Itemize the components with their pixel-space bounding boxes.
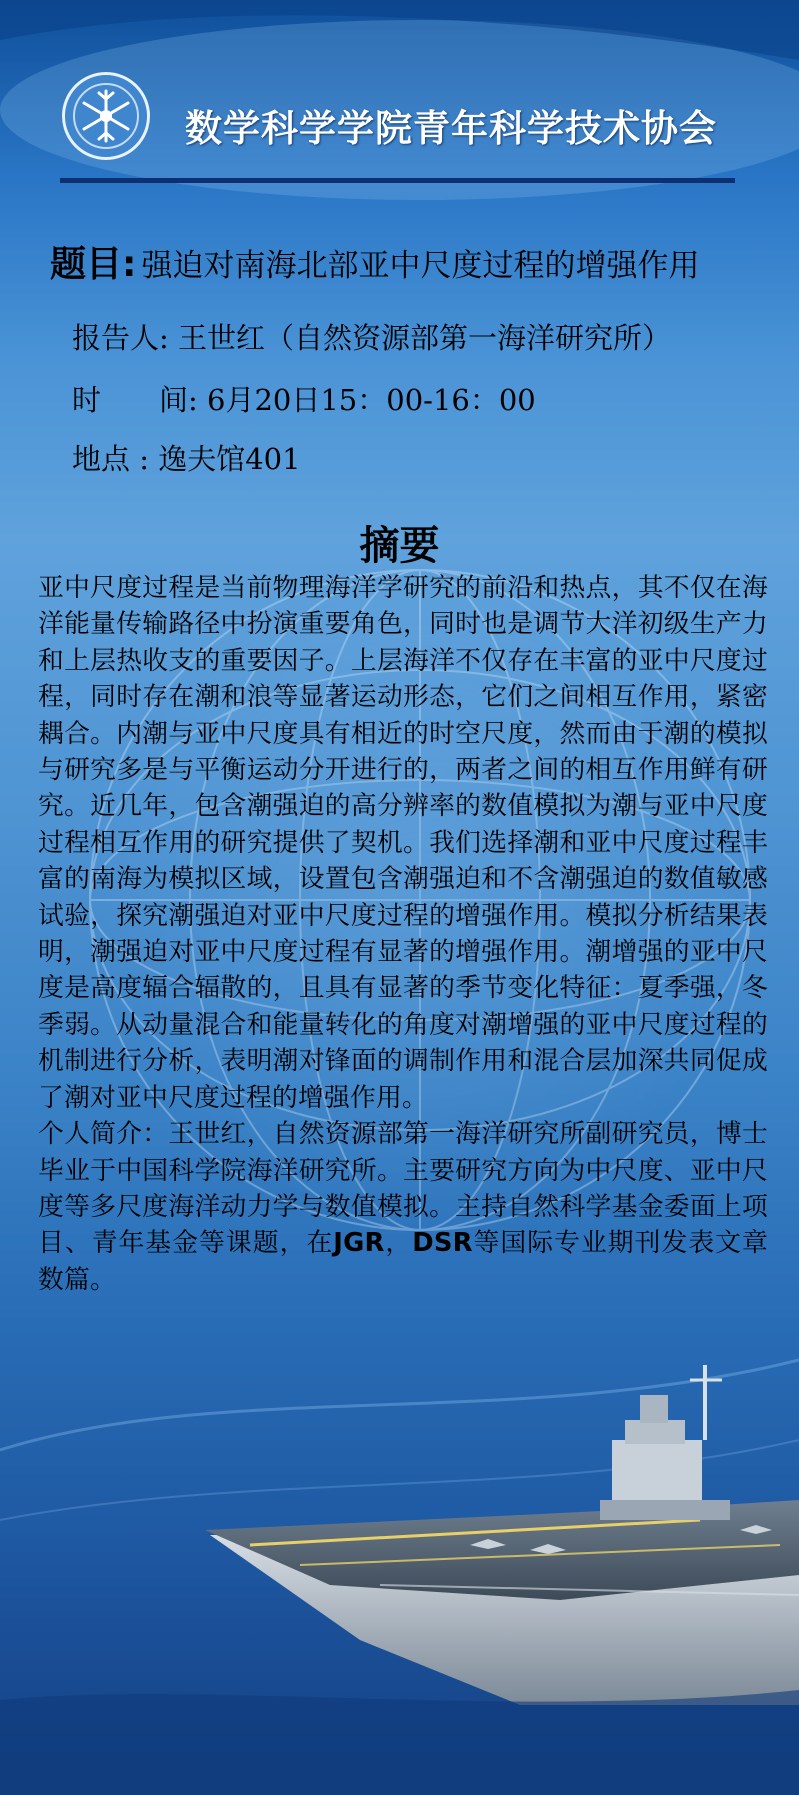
snowflake-emblem-icon (62, 72, 150, 160)
bio-separator: ， (384, 1228, 413, 1259)
bio-text: 个人简介：王世红，自然资源部第一海洋研究所副研究员，博士毕业于中国科学院海洋研究所。主要研究方向为中尺度、亚中尺度等多尺度海洋动力学与数值模拟。主持自然科学基金委面上项目、青年基金等课题，在 (38, 1119, 768, 1259)
talk-title-row (50, 236, 700, 287)
organization-name: 数学科学学院青年科学技术协会 (185, 107, 717, 150)
abstract-body (38, 570, 768, 1298)
speaker-bio (38, 1116, 768, 1298)
journal-jgr: JGR (333, 1228, 385, 1259)
location-line: 地点 : 逸夫馆401 (72, 442, 301, 476)
bio-text-end: 等国际专业期刊发表文章数篇。 (38, 1228, 769, 1295)
time-line: 时 间: 6月20日15：00-16：00 (72, 383, 536, 417)
journal-dsr: DSR (412, 1228, 473, 1259)
aircraft-carrier-illustration (205, 1365, 799, 1705)
title-label: 题目: (50, 244, 137, 285)
header (0, 0, 799, 190)
header-divider (60, 178, 735, 183)
abstract-heading: 摘要 (359, 522, 440, 569)
talk-title: 强迫对南海北部亚中尺度过程的增强作用 (141, 248, 700, 284)
abstract-text: 亚中尺度过程是当前物理海洋学研究的前沿和热点，其不仅在海洋能量传输路径中扮演重要角色，同时也是调节大洋初级生产力和上层热收支的重要因子。上层海洋不仅存在丰富的亚中尺度过程，同时存在潮和浪等显著运动形态，它们之间相互作用，紧密耦合。内潮与亚中尺度具有相近的时空尺度，然而由于潮的模拟与研究多是与平衡运动分开进行的，两者之间的相互作用鲜有研究。近几年，包含潮强迫的高分辨率的数值模拟为潮与亚中尺度过程相互作用的研究提供了契机。我们选择潮和亚中尺度过程丰富的南海为模拟区域，设置包含潮强迫和不含潮强迫的数值敏感试验，探究潮强迫对亚中尺度过程的增强作用。模拟分析结果表明，潮强迫对亚中尺度过程有显著的增强作用。潮增强的亚中尺度是高度辐合辐散的，且具有显著的季节变化特征：夏季强，冬季弱。从动量混合和能量转化的角度对潮增强的亚中尺度过程的机制进行分析，表明潮对锋面的调制作用和混合层加深共同促成了潮对亚中尺度过程的增强作用。 (38, 573, 768, 1113)
speaker-line: 报告人: 王世红（自然资源部第一海洋研究所） (72, 321, 671, 355)
